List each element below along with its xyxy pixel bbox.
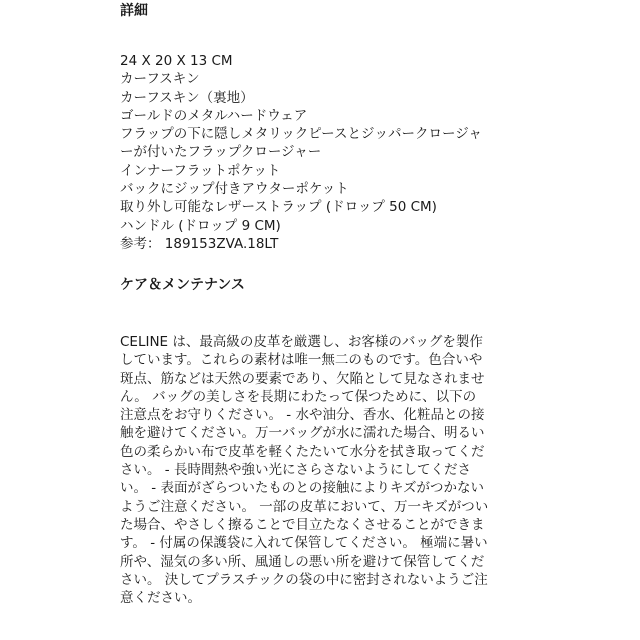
details-line-reference: 参考： 189153ZVA.18LT: [120, 235, 279, 252]
care-line: い。 - 表面がざらついたものとの接触によりキズがつかない: [120, 480, 485, 497]
details-line-lining: カーフスキン（裏地）: [120, 89, 254, 106]
details-line-hardware: ゴールドのメタルハードウェア: [120, 107, 308, 124]
care-line: CELINE は、最高級の皮革を厳選し、お客様のバッグを製作: [120, 334, 483, 350]
details-line-closure-2: ーが付いたフラップクロージャー: [120, 144, 322, 161]
care-line: しています。これらの素材は唯一無二のものです。色合いや: [120, 352, 483, 369]
care-line: 触を避けてください。万一バッグが水に濡れた場合、明るい: [120, 425, 485, 442]
care-line: 所や、湿気の多い所、風通しの悪い所を避けて保管してくだ: [120, 553, 485, 570]
care-text: [120, 333, 550, 607]
care-line: た場合、やさしく擦ることで目立たなくさせることができま: [120, 516, 485, 533]
details-line-handle: ハンドル (ドロップ 9 CM): [120, 217, 281, 234]
care-line: ん。 バッグの美しさを長期にわたって保つために、以下の: [120, 388, 477, 405]
details-heading: 詳細: [120, 3, 148, 19]
details-line-inner-pocket: インナーフラットポケット: [120, 162, 281, 179]
care-line: 色の柔らかい布で皮革を軽くたたいて水分を拭き取ってくだ: [120, 443, 485, 460]
details-line-closure-1: フラップの下に隠しメタリックピースとジッパークロージャ: [120, 126, 482, 143]
details-line-material: カーフスキン: [120, 71, 200, 88]
care-line: す。 - 付属の保護袋に入れて保管してください。 極端に暑い: [120, 535, 488, 552]
care-heading: ケア＆メンテナンス: [120, 277, 245, 293]
details-line-strap: 取り外し可能なレザーストラップ (ドロップ 50 CM): [120, 199, 437, 216]
care-line: さい。 - 長時間熱や強い光にさらさないようにしてくださ: [120, 462, 471, 479]
details-line-outer-pocket: バックにジップ付きアウターポケット: [120, 181, 349, 198]
details-list: [120, 52, 620, 253]
details-line-dimensions: 24 X 20 X 13 CM: [120, 53, 233, 69]
care-line: さい。 決してプラスチックの袋の中に密封されないようご注: [120, 571, 488, 588]
care-line: ようご注意ください。 一部の皮革において、万一キズがつい: [120, 498, 489, 515]
care-line: 斑点、筋などは天然の要素であり、欠陥として見なされませ: [120, 370, 485, 387]
care-line: 意ください。: [120, 590, 201, 607]
care-line: 注意点をお守りください。 - 水や油分、香水、化粧品との接: [120, 407, 485, 424]
